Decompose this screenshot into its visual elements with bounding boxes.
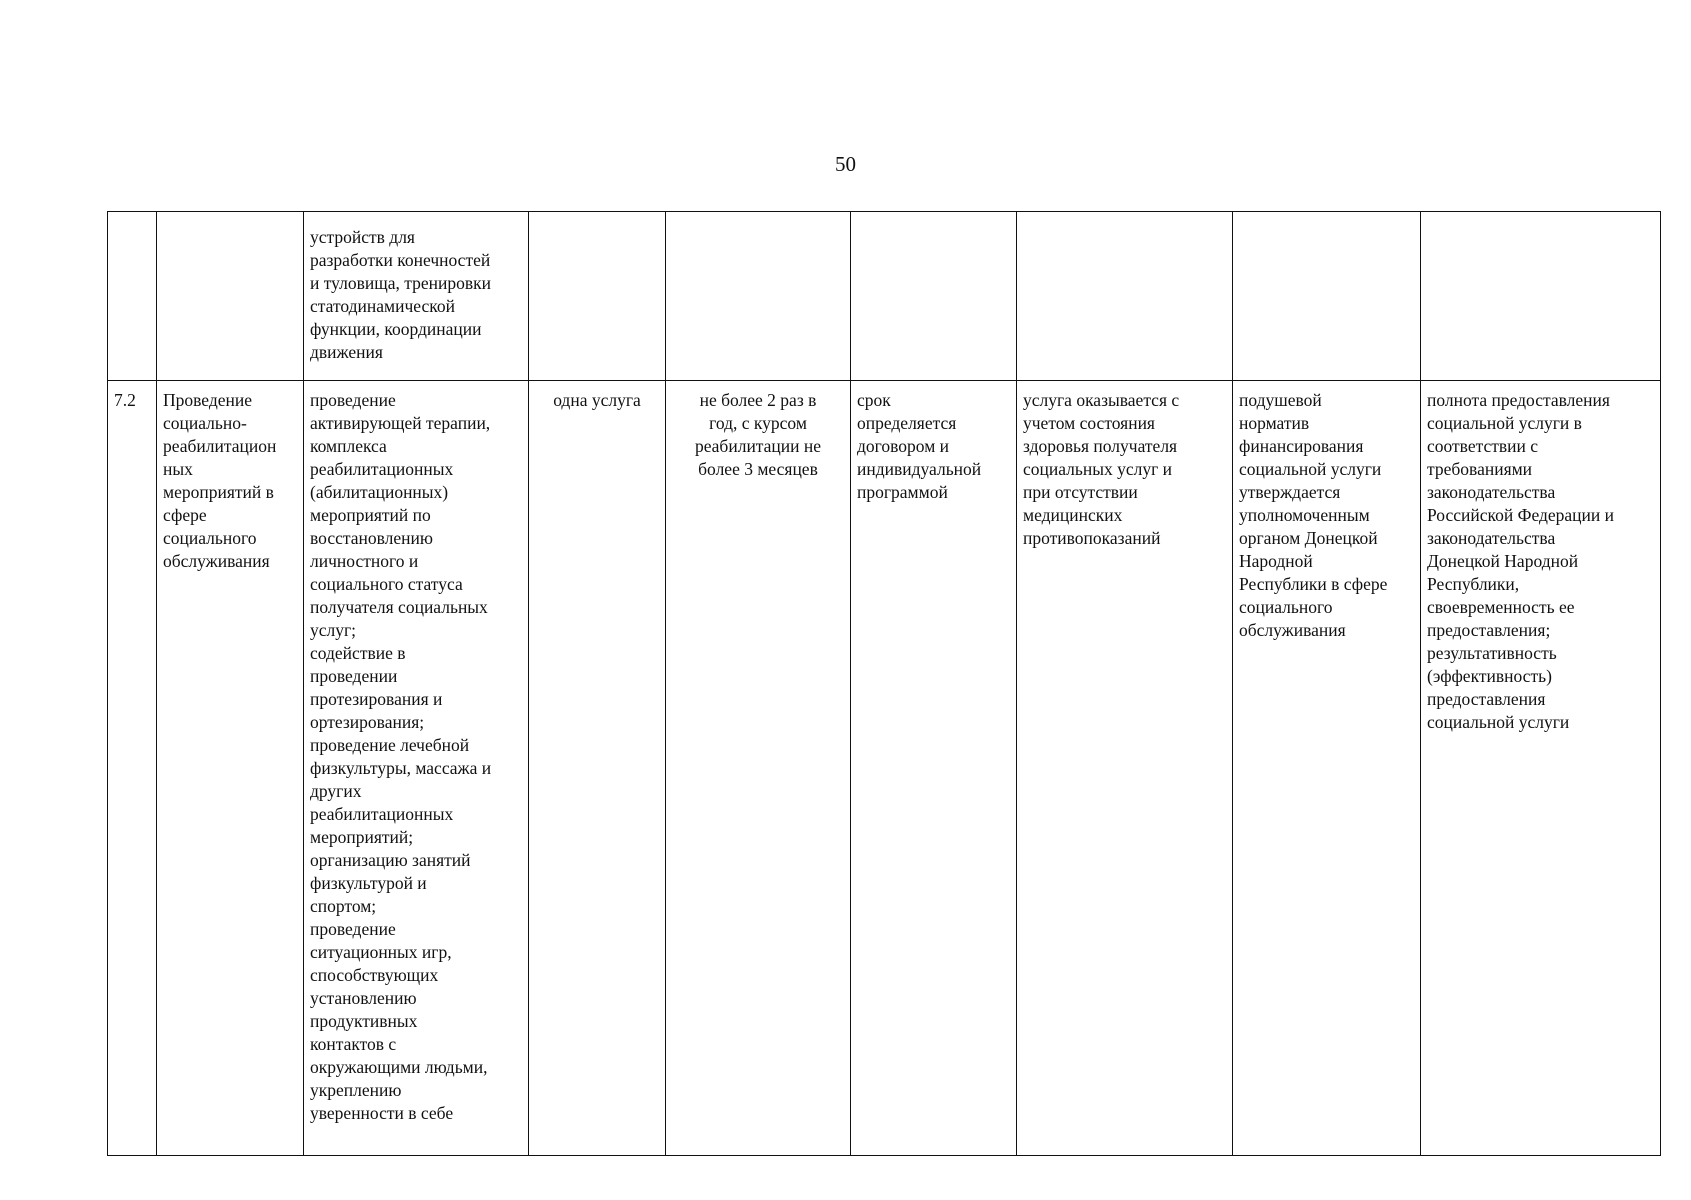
table-row: [108, 212, 1661, 381]
cell-unit: [529, 212, 666, 381]
table-row: [108, 381, 1661, 1156]
page-number: 50: [835, 152, 856, 176]
cell-term: [851, 212, 1017, 381]
cell-unit: одна услуга: [529, 381, 666, 1156]
cell-term: срок определяется договором и индивидуальной программой: [851, 381, 1017, 1156]
cell-norm: [1233, 212, 1421, 381]
cell-quality: полнота предоставления социальной услуги в соответствии с требованиями законодательства Российской Федерации и законодательства Донецкой Народной Республики, своевременность ее предоставления; результативность (эффективность) предоставления социальной услуги: [1421, 381, 1661, 1156]
cell-frequency: не более 2 раз в год, с курсом реабилитации не более 3 месяцев: [666, 381, 851, 1156]
cell-service-content: проведение активирующей терапии, комплекса реабилитационных (абилитационных) мероприятий по восстановлению личностного и социального статуса получателя социальных услуг; содействие в проведении протезирования и ортезирования; проведение лечебной физкультуры, массажа и других реабилитационных мероприятий; организацию занятий физкультурой и спортом; проведение ситуационных игр, способствующих установлению продуктивных контактов с окружающими людьми, укреплению уверенности в себе: [304, 381, 529, 1156]
cell-norm: подушевой норматив финансирования социальной услуги утверждается уполномоченным органом Донецкой Народной Республики в сфере социального обслуживания: [1233, 381, 1421, 1156]
cell-conditions: [1017, 212, 1233, 381]
cell-conditions: услуга оказывается с учетом состояния здоровья получателя социальных услуг и при отсутствии медицинских противопоказаний: [1017, 381, 1233, 1156]
cell-service-name: [157, 212, 304, 381]
cell-number: [108, 212, 157, 381]
cell-service-name: Проведение социально- реабилитацион ных мероприятий в сфере социального обслуживания: [157, 381, 304, 1156]
services-table: [107, 211, 1661, 1156]
cell-number: 7.2: [108, 381, 157, 1156]
cell-service-content: устройств для разработки конечностей и туловища, тренировки статодинамической функции, координации движения: [304, 212, 529, 381]
cell-frequency: [666, 212, 851, 381]
cell-quality: [1421, 212, 1661, 381]
